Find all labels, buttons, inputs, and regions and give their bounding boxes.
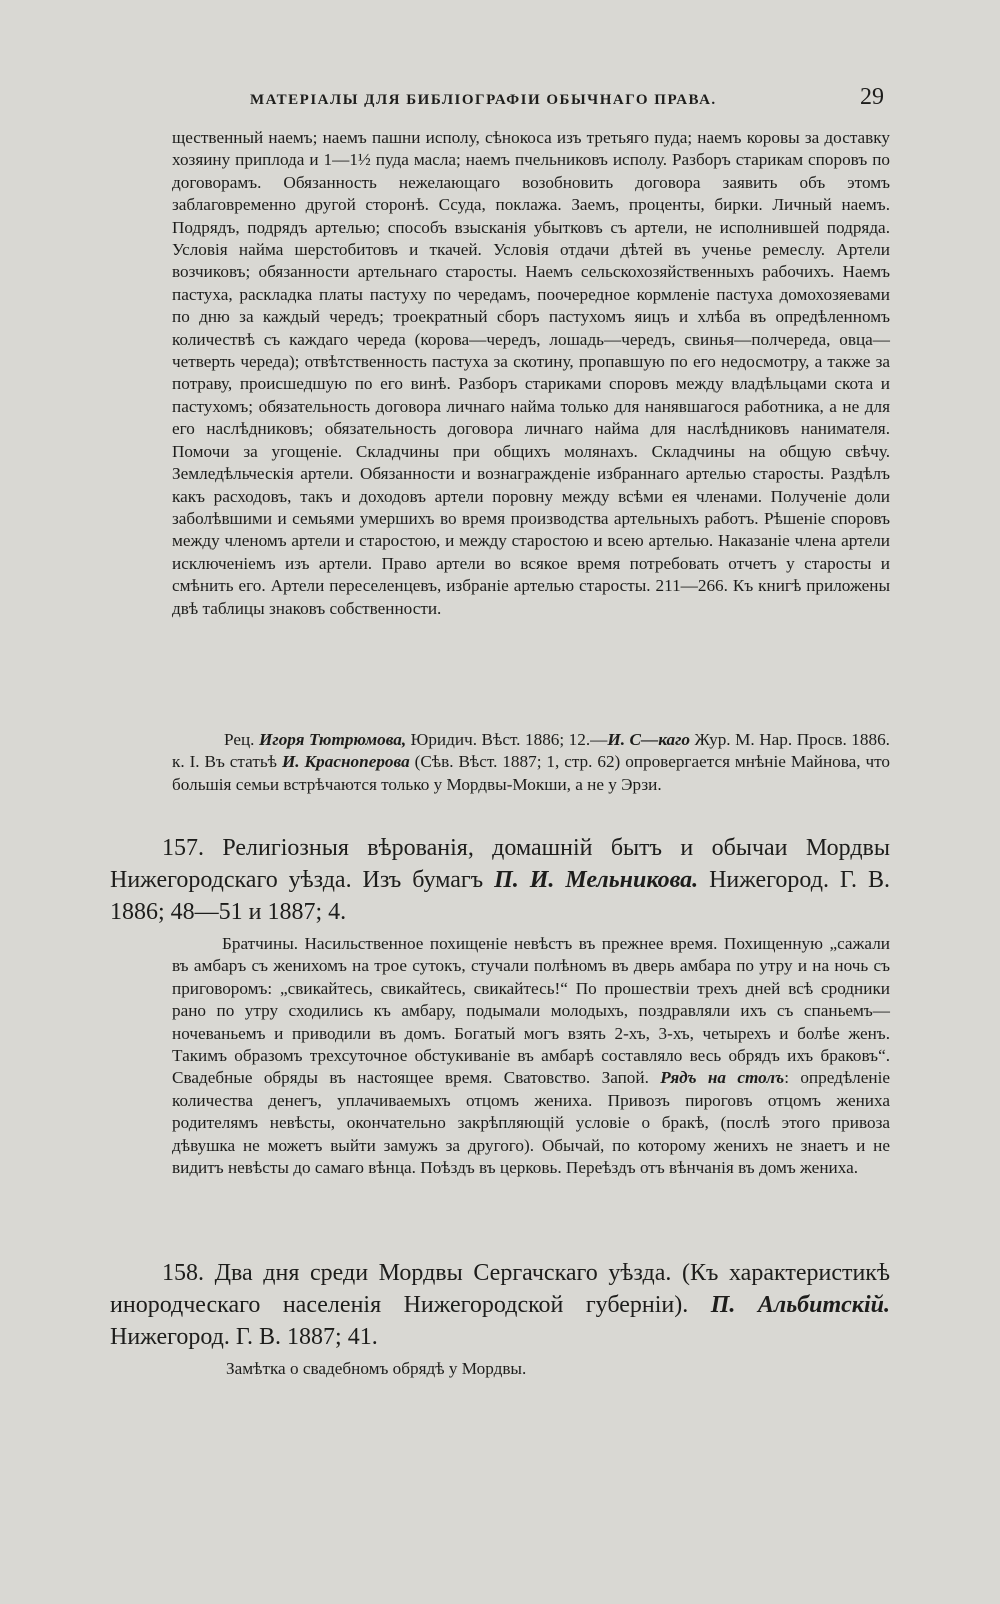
- review-author-krasnoperov: И. Краснoперова: [281, 752, 410, 772]
- review-source-1: Юридич. Вѣст. 1886; 12.—: [406, 730, 608, 749]
- review-source-2: Жур. М. Нар. Просв. 1886. к. I. Въ статьѣ: [172, 730, 890, 772]
- paragraph-reviews: [172, 729, 890, 796]
- review-prefix: Рец.: [224, 730, 259, 749]
- entry-157-title: 157. Религіозныя вѣрованія, домашній бытъ и обычаи Мордвы Нижегородскаго уѣзда. Изъ бумагъ: [110, 835, 890, 893]
- wedding-text-1: Братчины. Насильственное похищеніе невѣстъ въ прежнее время. Похищенную „сажали въ амбаръ съ женихомъ на трое сутокъ, стучали полѣномъ въ дверь амбара по утру и на ночь съ приговоромъ: „свикайтесь, свикайтесь, свикайтесь!“ По прошествіи трехъ дней всѣ сродники рано по утру сходились къ амбару, подымали молодыхъ, поздравляли ихъ съ спаньемъ—ночеваньемъ и приводили въ домъ. Богатый могъ взять 2-хъ, 3-хъ, четырехъ и болѣе женъ. Такимъ образомъ трехсуточное обстукиваніе въ амбарѣ составляло весь обрядъ ихъ браковъ“. Свадебные обряды въ настоящее время. Сватовство. Запой.: [172, 934, 890, 1088]
- paragraph-note: Замѣтка о свадебномъ обрядѣ у Мордвы.: [226, 1359, 527, 1378]
- paragraph-contracts: щественный наемъ; наемъ пашни исполу, сѣнокоса изъ третьяго пуда; наемъ коровы за доставку хозяину приплода и 1—1½ пуда масла; наемъ пчельниковъ исполу. Разборъ старикам спорoвъ по договорамъ. Обязанность нежелающаго возобновить договора заявить объ этомъ заблаговременно другой сторонѣ. Ссуда, поклажа. Заемъ, проценты, бирки. Личный наемъ. Подрядъ, подрядъ артелью; способъ взысканія убытковъ съ артели, не исполнившей подряда. Условія найма шерстобитовъ и ткачей. Условія отдачи дѣтей въ ученье ремеслу. Артели возчиковъ; обязанности артельнаго старосты. Наемъ сельскохозяйственныхъ рабочихъ. Наемъ пастуха, раскладка платы пастуху по чередамъ, поочередное кормленіе пастуха домохозяевами по дню за каждый чередъ; троекратный сборъ пастухомъ яицъ и хлѣба въ опредѣленномъ количествѣ съ каждаго череда (корова—чередъ, лошадь—чередъ, свинья—полчереда, овца—четверть череда); отвѣтственность пастуха за скотину, пропавшую по его недосмотру, а также за потраву, происшедшую по его винѣ. Разборъ стариками споровъ между владѣльцами скота и пастухомъ; обязательность договора личнаго найма только для нанявшагося работника, а не для его наслѣдниковъ; обязательность договора личнаго найма для наслѣдниковъ нанимателя. Помочи за угощеніе. Складчины при общихъ молянахъ. Складчины на общую свѣчу. Земледѣльческія артели. Обязанности и вознагражденіе избраннаго артелью старосты. Раздѣлъ какъ расходовъ, такъ и доходовъ артели поровну между всѣми ея членами. Полученіе доли заболѣвшими и семьями умершихъ во время производства артельныхъ работъ. Рѣшеніе споровъ между членомъ артели и старостою, и между старостою и всею артелью. Наказаніе члена артели исключеніемъ изъ артели. Право артели во всякое время потребовать отчетъ у старосты и смѣнить его. Артели переселенцевъ, избраніе артелью старосты. 211—266. Къ книгѣ приложены двѣ таблицы знаковъ собственности.: [172, 128, 890, 618]
- paragraph-wedding-customs: [172, 933, 890, 1179]
- review-author-tyutryumov: Игоря Тютрюмова,: [258, 730, 407, 749]
- wedding-term: Рядъ на столъ: [660, 1068, 785, 1088]
- wedding-text-2: : опредѣленіе количества денегъ, уплачиваемыхъ отцомъ жениха. Привозъ пироговъ отцомъ жениха родителямъ невѣсты, окончательно закрѣпляющій условіе о бракѣ, (послѣ этого привоза дѣвушка не можетъ выйти замужъ за другого). Обычай, по которому женихъ не знаетъ и не видитъ невѣсты до самаго вѣнца. Поѣздъ въ церковь. Переѣздъ отъ вѣнчанія въ домъ жениха.: [172, 1068, 890, 1178]
- entry-158-heading: [110, 1257, 890, 1353]
- page-number: 29: [860, 84, 884, 110]
- entry-157-source: Нижегород. Г. В. 1886; 48—51 и 1887; 4.: [110, 867, 890, 925]
- running-title: МАТЕРІАЛЫ ДЛЯ БИБЛІОГРАФІИ ОБЫЧНАГО ПРАВА.: [250, 92, 717, 108]
- entry-157-heading: [110, 832, 890, 928]
- review-author-s: И. С—каго: [607, 730, 691, 749]
- entry-157-author: П. И. Мельникова.: [494, 867, 699, 893]
- entry-158-source: Нижегород. Г. В. 1887; 41.: [110, 1324, 378, 1350]
- entry-158-author: П. Альбитскій.: [710, 1292, 890, 1318]
- review-tail: (Сѣв. Вѣст. 1887; 1, стр. 62) опровергается мнѣніе Майнова, что большія семьи встрѣчаются только у Мордвы-Мокши, а не у Эрзи.: [172, 752, 890, 794]
- entry-158-title: 158. Два дня среди Мордвы Сергачскаго уѣзда. (Къ характеристикѣ инородческаго населенія Нижегородской губерніи).: [110, 1260, 890, 1318]
